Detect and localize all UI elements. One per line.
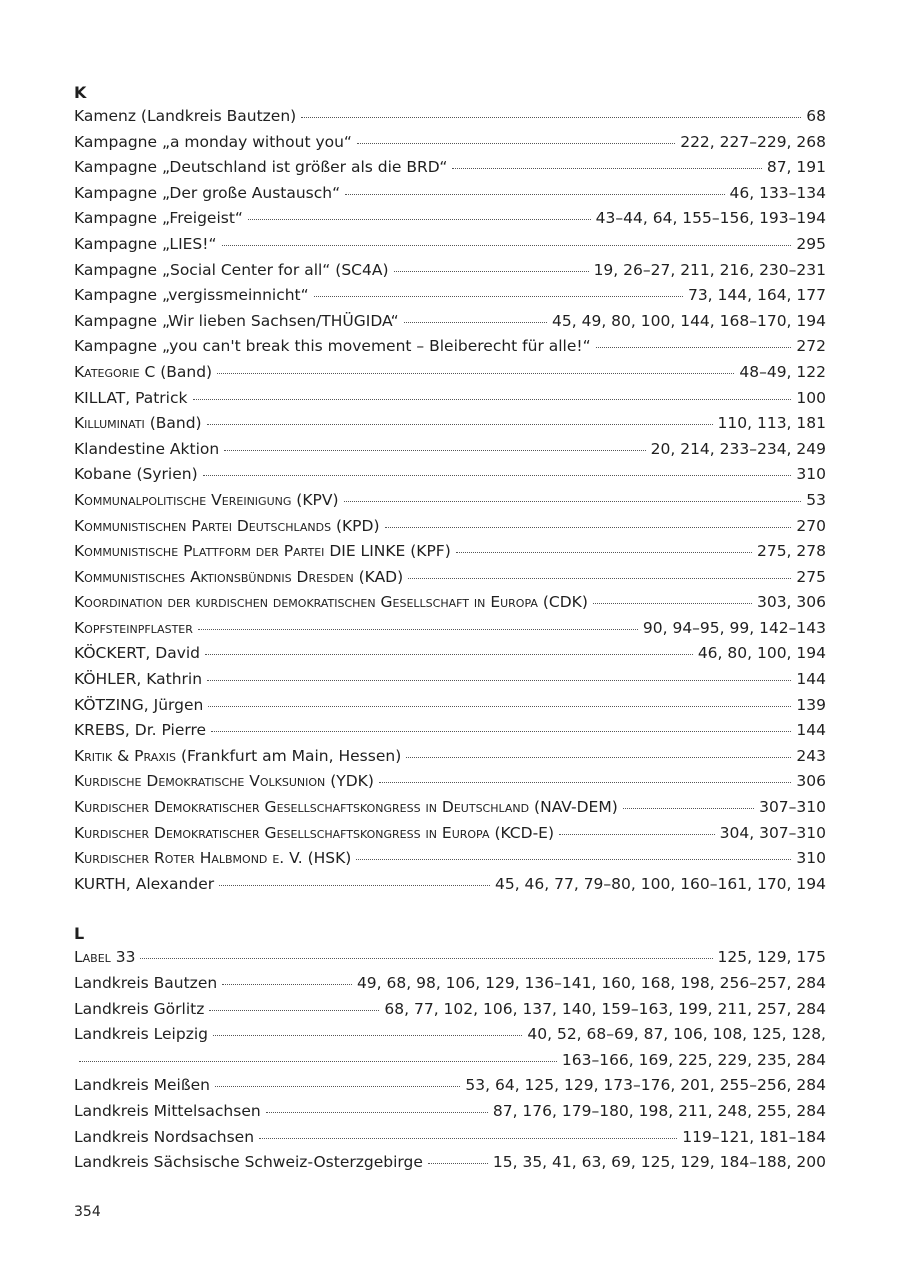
index-term — [74, 539, 451, 565]
dot-leader — [408, 577, 791, 579]
index-entry — [74, 1073, 826, 1099]
index-entry — [74, 104, 826, 130]
index-entry — [74, 1125, 826, 1151]
index-term — [74, 411, 202, 437]
index-term-text: (KAD) — [353, 567, 404, 586]
index-page-refs: 53, 64, 125, 129, 173–176, 201, 255–256, 284 — [465, 1076, 826, 1095]
index-term — [74, 872, 214, 898]
index-term — [74, 997, 204, 1023]
index-term-text: Kampagne „Deutschland ist größer als die BRD“ — [74, 158, 448, 177]
index-page-refs: 15, 35, 41, 63, 69, 125, 129, 184–188, 200 — [492, 1153, 826, 1172]
dot-leader — [428, 1162, 488, 1164]
index-term-text: KÖHLER, Kathrin — [74, 670, 203, 689]
index-page-refs: 110, 113, 181 — [717, 414, 826, 433]
dot-leader — [222, 983, 352, 985]
index-term-text: Kampagne „you can't break this movement – Bleiberecht für alle!“ — [74, 337, 591, 356]
dot-leader — [213, 1034, 522, 1036]
index-page-refs: 144 — [796, 721, 826, 740]
index-entry — [74, 258, 826, 284]
index-entry — [74, 462, 826, 488]
section-heading-k: K — [74, 83, 87, 102]
index-page-refs: 46, 133–134 — [729, 183, 826, 202]
index-term-text: Kampagne „LIES!“ — [74, 234, 217, 253]
dot-leader — [79, 1060, 557, 1062]
index-term — [74, 744, 401, 770]
index-term-text: (HSK) — [302, 849, 352, 868]
index-page-refs: 43–44, 64, 155–156, 193–194 — [595, 209, 826, 228]
index-entry — [74, 641, 826, 667]
index-term-small-caps: Kommunistisches Aktionsbündnis Dresden — [74, 567, 354, 586]
index-page-refs: 295 — [796, 234, 826, 253]
index-entry — [74, 386, 826, 412]
dot-leader — [356, 858, 791, 860]
index-entry — [74, 437, 826, 463]
index-entry — [74, 514, 826, 540]
index-term-text: Kampagne „Social Center for all“ (SC4A) — [74, 260, 389, 279]
index-term-text: Kampagne „Freigeist“ — [74, 209, 243, 228]
index-term — [74, 309, 399, 335]
index-page-refs: 68 — [806, 107, 826, 125]
index-term — [74, 104, 296, 130]
dot-leader — [301, 116, 801, 118]
index-term-text: (NAV-DEM) — [529, 798, 618, 817]
section-heading-l: L — [74, 924, 85, 944]
index-entry — [74, 1099, 826, 1125]
dot-leader — [140, 957, 712, 959]
index-term-text: Landkreis Sächsische Schweiz-Osterzgebirge — [74, 1153, 423, 1172]
index-term — [74, 386, 188, 412]
index-page-refs: 272 — [796, 337, 826, 356]
index-entry-continuation — [74, 1048, 826, 1074]
index-page-refs: 303, 306 — [756, 593, 826, 612]
index-entry — [74, 1150, 826, 1176]
index-page-refs: 125, 129, 175 — [717, 948, 826, 967]
index-page-refs: 90, 94–95, 99, 142–143 — [642, 618, 826, 637]
index-entry — [74, 616, 826, 642]
index-term — [74, 514, 380, 540]
dot-leader — [559, 833, 715, 835]
index-entry — [74, 744, 826, 770]
index-term-text: Kampagne „Der große Austausch“ — [74, 183, 341, 202]
index-page-refs: 19, 26–27, 211, 216, 230–231 — [593, 260, 826, 279]
index-term — [74, 590, 588, 616]
index-term — [74, 1150, 423, 1176]
dot-leader — [404, 321, 547, 323]
index-term — [74, 641, 200, 667]
index-page-refs: 100 — [796, 388, 826, 407]
index-term-small-caps: Kategorie C — [74, 362, 156, 381]
index-entry — [74, 667, 826, 693]
index-term-small-caps: Kommunalpolitische Vereinigung — [74, 490, 292, 509]
index-entry — [74, 1022, 826, 1048]
index-term-text: Kampagne „a monday without you“ — [74, 132, 352, 151]
index-term — [74, 1073, 210, 1099]
index-term-text: Landkreis Bautzen — [74, 974, 218, 992]
index-entry — [74, 565, 826, 591]
dot-leader — [224, 449, 645, 451]
index-term-text: Kamenz (Landkreis Bautzen) — [74, 107, 297, 125]
dot-leader — [344, 500, 802, 502]
index-term — [74, 971, 217, 997]
index-term-text: KÖCKERT, David — [74, 644, 201, 663]
index-page-refs: 87, 191 — [766, 158, 826, 177]
index-term — [74, 718, 206, 744]
index-entry — [74, 718, 826, 744]
index-term-text: Klandestine Aktion — [74, 439, 220, 458]
dot-leader — [394, 270, 589, 272]
index-term — [74, 1022, 208, 1048]
index-term — [74, 846, 351, 872]
page-number: 354 — [74, 1204, 101, 1220]
index-list-l — [74, 945, 826, 1175]
index-page-refs: 306 — [796, 772, 826, 791]
index-term-text: Landkreis Mittelsachsen — [74, 1101, 261, 1120]
index-entry — [74, 206, 826, 232]
index-entry — [74, 539, 826, 565]
index-entry — [74, 411, 826, 437]
index-page-refs: 53 — [806, 490, 826, 509]
dot-leader — [208, 705, 791, 707]
index-term-text: Kobane (Syrien) — [74, 465, 198, 484]
index-entry — [74, 846, 826, 872]
dot-leader — [205, 653, 693, 655]
index-entry — [74, 232, 826, 258]
index-entry — [74, 590, 826, 616]
index-entry — [74, 360, 826, 386]
index-term — [74, 795, 618, 821]
index-page-refs: 243 — [796, 746, 826, 765]
dot-leader — [452, 167, 761, 169]
index-page-refs: 139 — [796, 695, 826, 714]
index-term-text: (KCD-E) — [489, 823, 554, 842]
index-entry — [74, 945, 826, 971]
index-entry — [74, 488, 826, 514]
index-term — [74, 488, 339, 514]
index-term-small-caps: Kritik & Praxis — [74, 746, 177, 765]
index-term-text: KREBS, Dr. Pierre — [74, 721, 207, 740]
dot-leader — [207, 679, 791, 681]
index-page-refs: 48–49, 122 — [739, 362, 826, 381]
dot-leader — [596, 346, 792, 348]
index-term — [74, 945, 135, 971]
index-page-refs: 163–166, 169, 225, 229, 235, 284 — [561, 1050, 826, 1069]
index-page-refs: 20, 214, 233–234, 249 — [650, 439, 826, 458]
index-term-small-caps: Kurdische Demokratische Volksunion — [74, 772, 326, 791]
index-list-k — [74, 104, 826, 897]
index-term-small-caps: Label — [74, 948, 111, 967]
section-gap — [74, 897, 826, 923]
index-term — [74, 821, 554, 847]
index-term — [74, 565, 403, 591]
index-page — [74, 82, 826, 1176]
index-term — [74, 693, 203, 719]
dot-leader — [406, 756, 791, 758]
index-term-text: KURTH, Alexander — [74, 874, 215, 893]
dot-leader — [345, 193, 724, 195]
index-term — [74, 258, 389, 284]
index-entry — [74, 769, 826, 795]
index-page-refs: 87, 176, 179–180, 198, 211, 248, 255, 284 — [492, 1101, 826, 1120]
dot-leader — [379, 781, 792, 783]
dot-leader — [222, 244, 792, 246]
dot-leader — [357, 142, 675, 144]
index-page-refs: 275, 278 — [756, 542, 826, 561]
index-term-small-caps: Kurdischer Roter Halbmond e. V. — [74, 849, 303, 868]
index-term — [74, 437, 219, 463]
index-entry — [74, 872, 826, 898]
index-term-text: KÖTZING, Jürgen — [74, 695, 204, 714]
index-page-refs: 310 — [796, 465, 826, 484]
dot-leader — [209, 1009, 379, 1011]
index-term-text: (Band) — [155, 362, 213, 381]
dot-leader — [217, 372, 734, 374]
index-term — [74, 181, 340, 207]
index-term-text: Landkreis Meißen — [74, 1076, 210, 1095]
dot-leader — [593, 602, 752, 604]
index-term-text: (KPV) — [291, 490, 339, 509]
index-term-text: Landkreis Görlitz — [74, 999, 205, 1018]
dot-leader — [203, 474, 792, 476]
index-entry — [74, 334, 826, 360]
index-term-text: Landkreis Nordsachsen — [74, 1127, 255, 1146]
index-page-refs: 307–310 — [759, 798, 826, 817]
index-term-text: (Band) — [144, 414, 202, 433]
index-page-refs: 270 — [796, 516, 826, 535]
index-term — [74, 1125, 254, 1151]
index-term — [74, 667, 202, 693]
index-page-refs: 73, 144, 164, 177 — [687, 286, 826, 305]
index-term — [74, 130, 352, 156]
dot-leader — [207, 423, 713, 425]
index-entry — [74, 971, 826, 997]
index-term-small-caps: Kurdischer Demokratischer Gesellschaftskongress in Europa — [74, 823, 490, 842]
index-entry — [74, 181, 826, 207]
dot-leader — [456, 551, 752, 553]
index-term-small-caps: Kurdischer Demokratischer Gesellschaftskongress in Deutschland — [74, 798, 530, 817]
index-term — [74, 232, 217, 258]
dot-leader — [198, 628, 638, 630]
dot-leader — [385, 526, 792, 528]
index-term-small-caps: Kommunistische Plattform der Partei — [74, 542, 325, 561]
index-entry — [74, 795, 826, 821]
index-entry — [74, 130, 826, 156]
index-term-text: (YDK) — [325, 772, 374, 791]
index-term — [74, 1099, 261, 1125]
index-term-small-caps: Kommunistischen Partei Deutschlands — [74, 516, 332, 535]
index-term-text: Kampagne „vergissmeinnicht“ — [74, 286, 309, 305]
dot-leader — [215, 1085, 460, 1087]
dot-leader — [248, 218, 591, 220]
index-term — [74, 155, 447, 181]
index-page-refs: 310 — [796, 849, 826, 868]
index-page-refs: 68, 77, 102, 106, 137, 140, 159–163, 199, 211, 257, 284 — [384, 999, 826, 1018]
dot-leader — [193, 398, 792, 400]
index-term-text: (KPD) — [331, 516, 380, 535]
index-term — [74, 769, 374, 795]
index-page-refs: 45, 46, 77, 79–80, 100, 160–161, 170, 194 — [494, 874, 826, 893]
index-entry — [74, 821, 826, 847]
index-entry — [74, 283, 826, 309]
index-page-refs: 144 — [796, 670, 826, 689]
dot-leader — [259, 1137, 677, 1139]
dot-leader — [266, 1111, 488, 1113]
index-term-small-caps: Kopfsteinpflaster — [74, 618, 193, 637]
index-term — [74, 283, 309, 309]
index-term-small-caps: Killuminati — [74, 414, 145, 433]
index-page-refs: 119–121, 181–184 — [682, 1127, 826, 1146]
index-term — [74, 206, 243, 232]
index-page-refs: 40, 52, 68–69, 87, 106, 108, 125, 128, — [527, 1025, 826, 1044]
index-term-text: (CDK) — [537, 593, 588, 612]
dot-leader — [211, 730, 791, 732]
index-term — [74, 334, 591, 360]
index-entry — [74, 155, 826, 181]
index-entry — [74, 997, 826, 1023]
index-term-text: DIE LINKE (KPF) — [324, 542, 451, 561]
index-term-text: (Frankfurt am Main, Hessen) — [176, 746, 402, 765]
index-term-text: Landkreis Leipzig — [74, 1025, 208, 1044]
index-entry — [74, 693, 826, 719]
index-page-refs: 45, 49, 80, 100, 144, 168–170, 194 — [552, 311, 826, 330]
index-term-text: 33 — [110, 948, 136, 967]
index-term-text: Kampagne „Wir lieben Sachsen/THÜGIDA“ — [74, 311, 399, 330]
index-page-refs: 275 — [796, 567, 826, 586]
index-entry — [74, 309, 826, 335]
index-page-refs: 304, 307–310 — [719, 823, 826, 842]
index-term-text: KILLAT, Patrick — [74, 388, 188, 407]
dot-leader — [623, 807, 754, 809]
index-term — [74, 462, 198, 488]
index-term — [74, 360, 212, 386]
index-page-refs: 49, 68, 98, 106, 129, 136–141, 160, 168, 198, 256–257, 284 — [356, 974, 826, 992]
index-page-refs: 46, 80, 100, 194 — [697, 644, 826, 663]
index-term — [74, 616, 193, 642]
index-term-small-caps: Koordination der kurdischen demokratischen Gesellschaft in Europa — [74, 593, 538, 612]
index-page-refs: 222, 227–229, 268 — [680, 132, 826, 151]
dot-leader — [219, 884, 490, 886]
dot-leader — [314, 295, 683, 297]
